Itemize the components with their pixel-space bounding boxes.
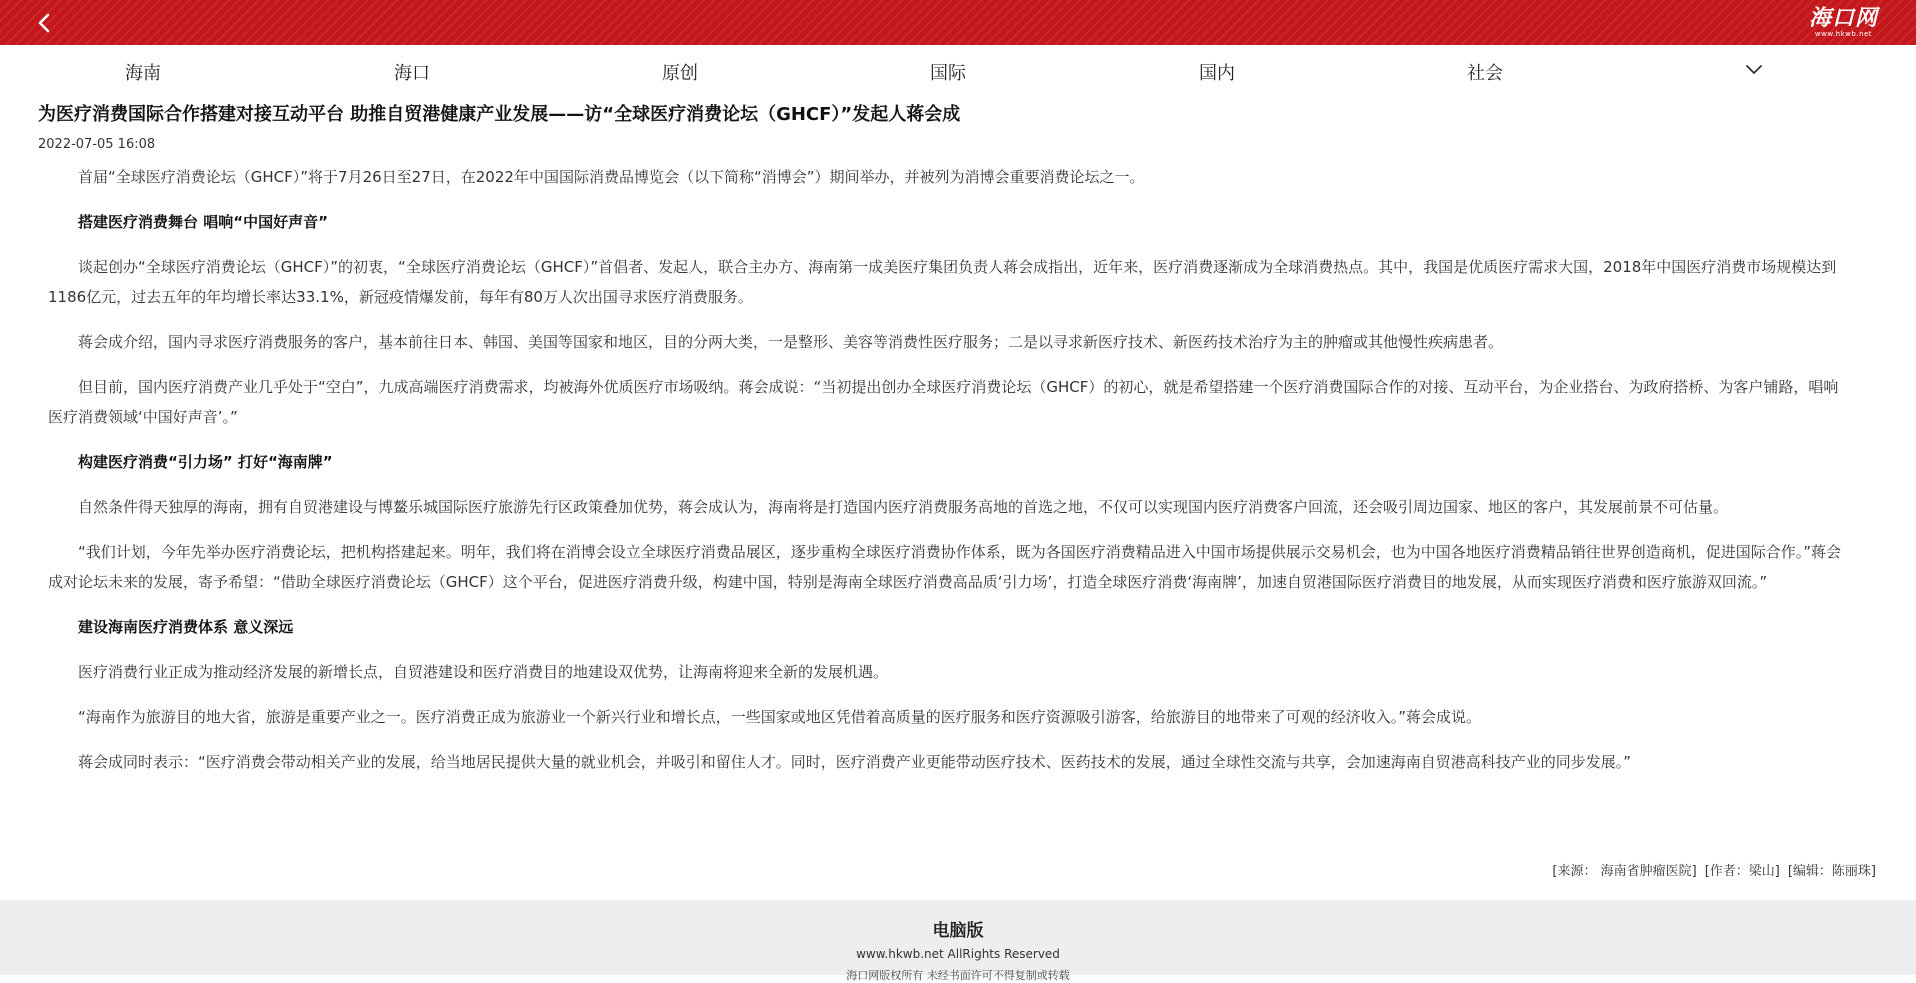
- article-paragraph: 自然条件得天独厚的海南，拥有自贸港建设与博鳌乐城国际医疗旅游先行区政策叠加优势，蒋会成认为，海南将是打造国内医疗消费服务高地的首选之地，不仅可以实现国内医疗消费客户回流，还会吸引周边国家、地区的客户，其发展前景不可估量。: [78, 498, 1729, 516]
- article-paragraph: 但目前，国内医疗消费产业几乎处于“空白”，九成高端医疗消费需求，均被海外优质医疗市场吸纳。蒋会成说：“当初提出创办全球医疗消费论坛（GHCF）的初心，就是希望搭建一个医疗消费国际合作的对接、互动平台，为企业搭台、为政府搭桥、为客户铺路，唱响医疗消费领域‘中国好声音’。”: [48, 378, 1839, 426]
- article-paragraph: 蒋会成介绍，国内寻求医疗消费服务的客户，基本前往日本、韩国、美国等国家和地区，目的分两大类，一是整形、美容等消费性医疗服务；二是以寻求新医疗技术、新医药技术治疗为主的肿瘤或其他慢性疾病患者。: [78, 333, 1504, 351]
- back-button[interactable]: [30, 8, 60, 38]
- article-editor: [编辑：陈丽珠]: [1787, 864, 1876, 879]
- article-meta: [1552, 860, 1876, 879]
- article-date: 2022-07-05 16:08: [38, 137, 156, 152]
- nav-item-domestic[interactable]: 国内: [1199, 63, 1235, 84]
- footer-copyright: www.hkwb.net AllRights Reserved: [856, 947, 1060, 961]
- article-title: 为医疗消费国际合作搭建对接互动平台 助推自贸港健康产业发展——访“全球医疗消费论坛（GHCF）”发起人蒋会成: [38, 104, 961, 125]
- article: [38, 100, 1858, 792]
- article-author: [作者：梁山]: [1704, 864, 1780, 879]
- article-paragraph: “我们计划，今年先举办医疗消费论坛，把机构搭建起来。明年，我们将在消博会设立全球医疗消费品展区，逐步重构全球医疗消费协作体系，既为各国医疗消费精品进入中国市场提供展示交易机会，也为中国各地医疗消费精品销往世界创造商机，促进国际合作。”蒋会成对论坛未来的发展，寄予希望：“借助全球医疗消费论坛（GHCF）这个平台，促进医疗消费升级，构建中国，特别是海南全球医疗消费高品质‘引力场’，打造全球医疗消费‘海南牌’，加速自贸港国际医疗消费目的地发展，从而实现医疗消费和医疗旅游双回流。”: [48, 543, 1842, 591]
- channel-nav: [0, 45, 1916, 95]
- article-subheading: 构建医疗消费“引力场” 打好“海南牌”: [78, 453, 333, 471]
- chevron-down-icon: [1742, 59, 1766, 79]
- article-body: [38, 162, 1858, 777]
- article-source: [来源： 海南省肿瘤医院]: [1552, 864, 1697, 879]
- chevron-left-icon: [30, 8, 60, 38]
- nav-item-original[interactable]: 原创: [662, 63, 698, 84]
- desktop-version-link[interactable]: 电脑版: [932, 921, 984, 941]
- site-logo[interactable]: [1809, 6, 1878, 40]
- article-subheading: 搭建医疗消费舞台 唱响“中国好声音”: [78, 213, 328, 231]
- nav-item-society[interactable]: 社会: [1467, 63, 1503, 84]
- nav-item-hainan[interactable]: 海南: [125, 63, 161, 84]
- logo-text: 海口网: [1808, 5, 1878, 31]
- logo-subtext: www.hkwb.net: [1814, 30, 1873, 38]
- article-paragraph: 蒋会成同时表示：“医疗消费会带动相关产业的发展，给当地居民提供大量的就业机会，并吸引和留住人才。同时，医疗消费产业更能带动医疗技术、医药技术的发展，通过全球性交流与共享，会加速海南自贸港高科技产业的同步发展。”: [78, 753, 1632, 771]
- article-paragraph: 医疗消费行业正成为推动经济发展的新增长点，自贸港建设和医疗消费目的地建设双优势，让海南将迎来全新的发展机遇。: [78, 663, 889, 681]
- nav-expand-button[interactable]: [1742, 59, 1766, 79]
- article-paragraph: 首届“全球医疗消费论坛（GHCF）”将于7月26日至27日，在2022年中国国际消费品博览会（以下简称“消博会”）期间举办，并被列为消博会重要消费论坛之一。: [78, 168, 1145, 186]
- article-paragraph: 谈起创办“全球医疗消费论坛（GHCF）”的初衷，“全球医疗消费论坛（GHCF）”首倡者、发起人，联合主办方、海南第一成美医疗集团负责人蒋会成指出，近年来，医疗消费逐渐成为全球消费热点。其中，我国是优质医疗需求大国，2018年中国医疗消费市场规模达到1186亿元，过去五年的年均增长率达33.1%，新冠疫情爆发前，每年有80万人次出国寻求医疗消费服务。: [48, 258, 1837, 306]
- top-bar: [0, 0, 1916, 45]
- footer: [0, 900, 1916, 982]
- article-paragraph: “海南作为旅游目的地大省，旅游是重要产业之一。医疗消费正成为旅游业一个新兴行业和增长点，一些国家或地区凭借着高质量的医疗服务和医疗资源吸引游客，给旅游目的地带来了可观的经济收入。”蒋会成说。: [78, 708, 1482, 726]
- nav-item-haikou[interactable]: 海口: [394, 63, 430, 84]
- footer-notice: 海口网版权所有 未经书面许可不得复制或转载: [846, 969, 1070, 982]
- article-subheading: 建设海南医疗消费体系 意义深远: [78, 618, 294, 636]
- nav-item-international[interactable]: 国际: [930, 63, 966, 84]
